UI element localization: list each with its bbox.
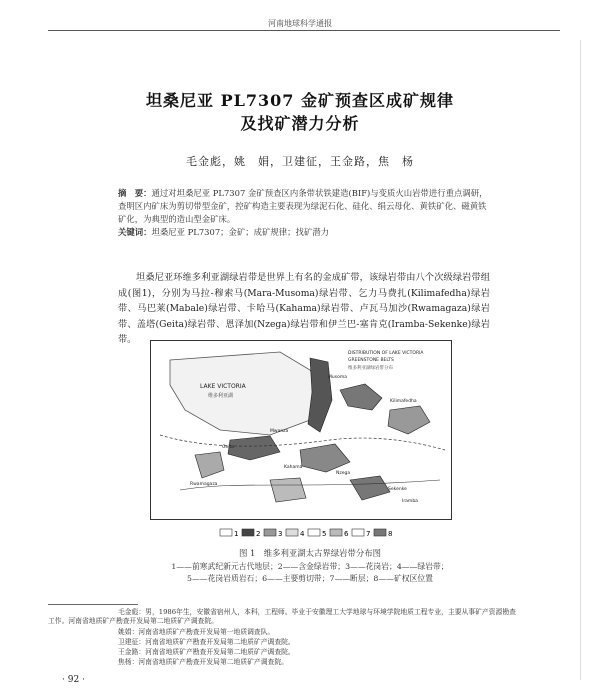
abstract-block	[118, 187, 490, 239]
lake-label: LAKE VICTORIA	[200, 383, 246, 390]
title-line-1: 坦桑尼亚 PL7307 金矿预查区成矿规律	[146, 91, 454, 110]
place-geita: Geita	[222, 445, 235, 450]
page-number: · 92 ·	[62, 675, 85, 685]
authors: 毛金彪，姚 娟，卫建征，王金路，焦 杨	[186, 155, 414, 168]
legend-swatch-7	[352, 529, 364, 536]
keywords-label: 关键词：	[118, 227, 152, 237]
lake-label-cn: 维多利亚湖	[208, 393, 234, 399]
footnote-author-1: 毛金彪：男，1986年生，安徽省宿州人，本科，工程师。毕业于安徽理工大学地球与环境学院地质工程专业，主要从事矿产资源勘查工作。河南省地质矿产勘查开发局第二地质矿产调查院。	[48, 608, 516, 625]
footnote-author-5: 焦杨：河南省地质矿产勘查开发局第二地质矿产调查院。	[118, 658, 288, 666]
legend-label-1: 1	[234, 530, 239, 538]
figure-caption: 图 1 维多利亚湖太古界绿岩带分布图	[239, 548, 381, 558]
legend-label-6: 6	[344, 530, 349, 538]
edge-rule	[580, 40, 581, 680]
title-line-2: 及找矿潜力分析	[240, 114, 360, 133]
legend-label-7: 7	[366, 530, 371, 538]
running-header: 河南地球科学通报	[268, 19, 332, 28]
map-subtitle: 维多利亚湖绿岩带分布	[348, 366, 393, 371]
place-kahama: Kahama	[284, 465, 303, 470]
legend-label-5: 5	[322, 530, 327, 538]
legend-label-3: 3	[278, 530, 283, 538]
footnote-author-2: 姚娟：河南省地质矿产勘查开发局第一地质调查队。	[118, 628, 275, 636]
geology-map	[150, 340, 452, 520]
map-title-2: GREENSTONE BELTS	[348, 358, 394, 363]
place-nzega: Nzega	[336, 471, 351, 476]
legend-swatch-8	[374, 529, 386, 536]
place-mwanza: Mwanza	[270, 429, 289, 434]
map-title-1: DISTRIBUTION OF LAKE VICTORIA	[348, 351, 424, 356]
legend-swatch-1	[220, 529, 232, 536]
place-rwamagaza: Rwamagaza	[190, 482, 218, 487]
legend-label-2: 2	[256, 530, 261, 538]
footnote-author-4: 王金路：河南省地质矿产勘查开发局第二地质矿产调查院。	[118, 648, 295, 656]
header-rule	[48, 30, 560, 31]
map-legend	[218, 527, 398, 539]
body-paragraph: 坦桑尼亚环维多利亚湖绿岩带是世界上有名的金成矿带，该绿岩带由八个次级绿岩带组成(图1)，分别为马拉-穆索马(Mara-Musoma)绿岩带、乞力马费扎(Kilimafedha)绿岩带、马巴莱(Mabale)绿岩带、卡哈马(Kahama)绿岩带、卢瓦马加沙(Rwamagaza)绿岩带、盖塔(Geita)绿岩带、恩泽加(Nzega)绿岩带和伊兰巴-塞肯克(Iramba-Sekenke)绿岩带。	[118, 272, 490, 345]
legend-swatch-4	[286, 529, 298, 536]
footnote-author-3: 卫建征：河南省地质矿产勘查开发局第二地质矿产调查院。	[118, 638, 295, 646]
abstract-label: 摘 要：	[118, 188, 152, 198]
legend-swatch-6	[330, 529, 342, 536]
figure-note-1: 1——前寒武纪新元古代地层；2——含金绿岩带；3——花岗岩；4——绿岩带；	[171, 562, 449, 571]
footnote-rule	[48, 604, 138, 605]
place-kilimafedha: Kilimafedha	[390, 399, 417, 404]
legend-label-8: 8	[388, 530, 393, 538]
legend-label-4: 4	[300, 530, 305, 538]
legend-swatch-5	[308, 529, 320, 536]
place-musoma: Musoma	[328, 375, 347, 380]
legend-swatch-3	[264, 529, 276, 536]
greenstone-belt-8	[270, 478, 306, 502]
place-sekenke: Sekenke	[388, 487, 407, 492]
abstract-text: 通过对坦桑尼亚 PL7307 金矿预查区内条带状铁建造(BIF)与变质火山岩带进行重点调研，查明区内矿床为剪切带型金矿，控矿构造主要表现为绿泥石化、硅化、绢云母化、黄铁矿化、磁黄铁矿化，为典型的造山型金矿床。	[118, 188, 488, 224]
figure-note-2: 5——花岗岩质岩石；6——主要剪切带；7——断层；8——矿权区位置	[187, 574, 433, 583]
legend-swatch-2	[242, 529, 254, 536]
keywords-text: 坦桑尼亚 PL7307；金矿；成矿规律；找矿潜力	[151, 227, 330, 237]
place-iramba: Iramba	[402, 499, 418, 504]
